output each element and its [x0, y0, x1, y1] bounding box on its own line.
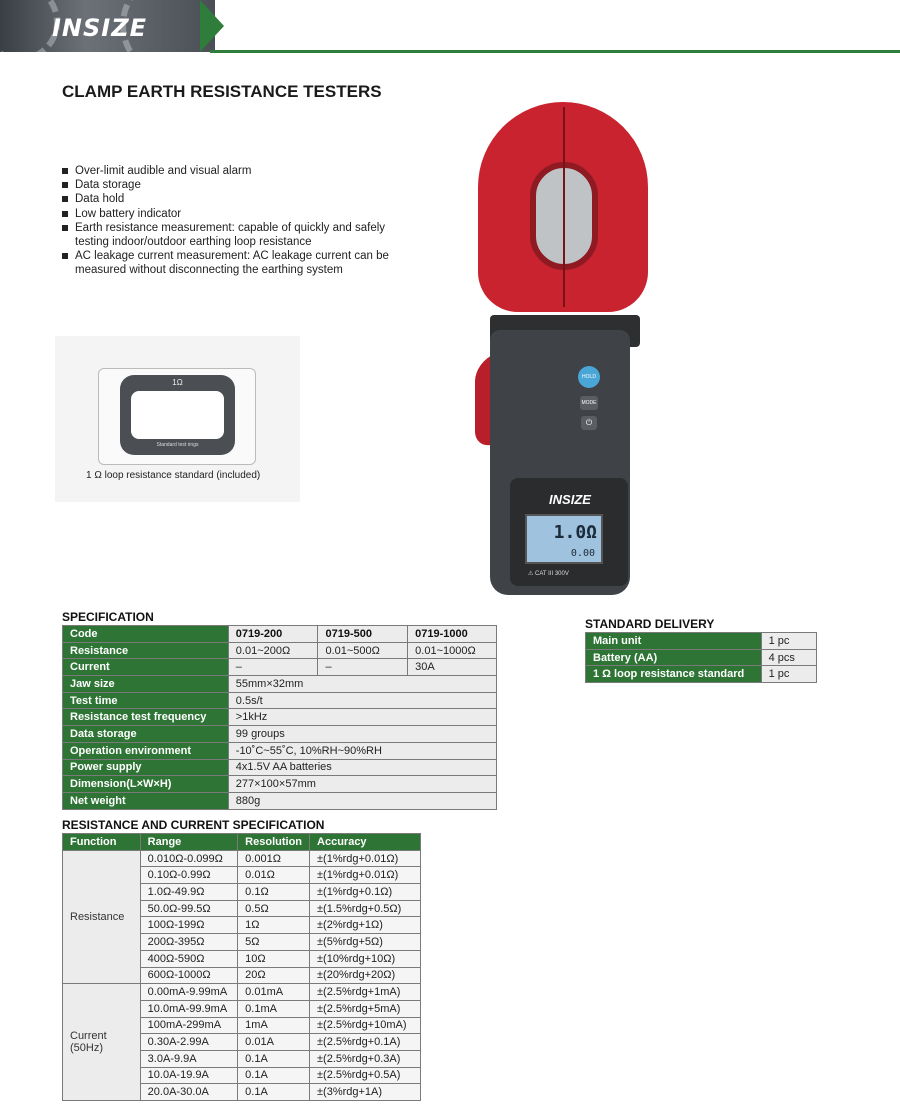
delivery-item: 1 Ω loop resistance standard: [586, 666, 762, 683]
delivery-qty: 1 pc: [761, 633, 816, 650]
spec-value: -10˚C~55˚C, 10%RH~90%RH: [228, 742, 496, 759]
rc-header-cell: Range: [140, 834, 238, 851]
spec-value: 880g: [228, 792, 496, 809]
header-arrow-shape: [200, 0, 224, 52]
spec-code: 0719-200: [228, 626, 318, 643]
spec-label: Net weight: [63, 792, 229, 809]
rc-header-cell: Accuracy: [310, 834, 421, 851]
table-row: [63, 692, 497, 709]
spec-value: 277×100×57mm: [228, 776, 496, 793]
rc-range-cell: 3.0A-9.9A: [140, 1050, 238, 1067]
test-ring-image: [98, 368, 256, 465]
table-row: [63, 834, 421, 851]
rc-accuracy-cell: ±(2%rdg+1Ω): [310, 917, 421, 934]
rc-accuracy-cell: ±(2.5%rdg+1mA): [310, 984, 421, 1001]
rc-range-cell: 0.010Ω-0.099Ω: [140, 850, 238, 867]
rc-range-cell: 1.0Ω-49.9Ω: [140, 884, 238, 901]
rc-resolution-cell: 5Ω: [238, 934, 310, 951]
cat-rating: ⚠ CAT III 300V: [528, 571, 569, 577]
spec-label: Operation environment: [63, 742, 229, 759]
table-row: [63, 642, 497, 659]
spec-label: Resistance test frequency: [63, 709, 229, 726]
table-row: [63, 759, 497, 776]
spec-value: 55mm×32mm: [228, 676, 496, 693]
table-row: [586, 649, 817, 666]
specification-title: SPECIFICATION: [62, 610, 154, 624]
spec-value: 0.01~200Ω: [228, 642, 318, 659]
rc-resolution-cell: 1mA: [238, 1017, 310, 1034]
rc-accuracy-cell: ±(2.5%rdg+10mA): [310, 1017, 421, 1034]
rc-range-cell: 600Ω-1000Ω: [140, 967, 238, 984]
rc-range-cell: 0.00mA-9.99mA: [140, 984, 238, 1001]
table-row: [63, 626, 497, 643]
rc-accuracy-cell: ±(1%rdg+0.1Ω): [310, 884, 421, 901]
clamp-tester-image: [470, 100, 660, 600]
rc-accuracy-cell: ±(2.5%rdg+5mA): [310, 1000, 421, 1017]
feature-item: Low battery indicator: [62, 207, 422, 221]
feature-item: Earth resistance measurement: capable of quickly and safely testing indoor/outdoor earthing loop resistance: [62, 221, 422, 249]
rc-resolution-cell: 10Ω: [238, 950, 310, 967]
rc-range-cell: 10.0mA-99.9mA: [140, 1000, 238, 1017]
spec-value: >1kHz: [228, 709, 496, 726]
test-ring-bottom-label: Standard test rings: [156, 442, 199, 448]
spec-value: 4x1.5V AA batteries: [228, 759, 496, 776]
feature-item: AC leakage current measurement: AC leakage current can be measured without disconnecting the earthing system: [62, 249, 422, 277]
rc-spec-table: [62, 833, 421, 1101]
power-button-image: ⏻: [581, 416, 597, 430]
rc-resolution-cell: 0.1A: [238, 1067, 310, 1084]
table-row: [63, 850, 421, 867]
lcd-display: [525, 514, 603, 564]
rc-accuracy-cell: ±(1%rdg+0.01Ω): [310, 850, 421, 867]
spec-value: 0.01~500Ω: [318, 642, 408, 659]
delivery-item: Main unit: [586, 633, 762, 650]
device-logo: INSIZE: [549, 492, 591, 507]
rc-header-cell: Function: [63, 834, 141, 851]
rc-range-cell: 50.0Ω-99.5Ω: [140, 900, 238, 917]
test-ring-top-label: 1Ω: [172, 378, 183, 387]
rc-resolution-cell: 0.1A: [238, 1050, 310, 1067]
rc-accuracy-cell: ±(20%rdg+20Ω): [310, 967, 421, 984]
page-header: [0, 0, 900, 56]
rc-function-cell: Resistance: [63, 850, 141, 984]
feature-item: Data storage: [62, 178, 422, 192]
spec-value: 0.01~1000Ω: [408, 642, 497, 659]
spec-label: Test time: [63, 692, 229, 709]
table-row: [63, 792, 497, 809]
rc-resolution-cell: 20Ω: [238, 967, 310, 984]
rc-resolution-cell: 0.1A: [238, 1084, 310, 1101]
lcd-main-reading: 1.0Ω: [553, 522, 597, 543]
rc-resolution-cell: 0.01mA: [238, 984, 310, 1001]
clamp-jaw: [478, 102, 648, 312]
spec-code: 0719-1000: [408, 626, 497, 643]
spec-label: Dimension(L×W×H): [63, 776, 229, 793]
rc-resolution-cell: 1Ω: [238, 917, 310, 934]
hold-button-image: HOLD: [578, 366, 600, 388]
table-row: [586, 666, 817, 683]
feature-item: Data hold: [62, 192, 422, 206]
rc-resolution-cell: 0.01Ω: [238, 867, 310, 884]
spec-value: –: [318, 659, 408, 676]
rc-accuracy-cell: ±(2.5%rdg+0.1A): [310, 1034, 421, 1051]
rc-range-cell: 10.0A-19.9A: [140, 1067, 238, 1084]
brand-logo: INSIZE: [52, 14, 148, 42]
rc-accuracy-cell: ±(10%rdg+10Ω): [310, 950, 421, 967]
rc-resolution-cell: 0.1Ω: [238, 884, 310, 901]
test-ring: [120, 375, 235, 455]
spec-value: –: [228, 659, 318, 676]
table-row: [63, 726, 497, 743]
rc-range-cell: 200Ω-395Ω: [140, 934, 238, 951]
spec-value: 30A: [408, 659, 497, 676]
delivery-item: Battery (AA): [586, 649, 762, 666]
standard-delivery-table: [585, 632, 817, 683]
table-row: [63, 676, 497, 693]
rc-resolution-cell: 0.5Ω: [238, 900, 310, 917]
rc-range-cell: 100Ω-199Ω: [140, 917, 238, 934]
rc-header-cell: Resolution: [238, 834, 310, 851]
standard-delivery-title: STANDARD DELIVERY: [585, 617, 715, 631]
rc-range-cell: 0.30A-2.99A: [140, 1034, 238, 1051]
spec-value: 99 groups: [228, 726, 496, 743]
specification-table: [62, 625, 497, 810]
page-title: CLAMP EARTH RESISTANCE TESTERS: [62, 82, 382, 101]
table-row: [63, 984, 421, 1001]
rc-accuracy-cell: ±(2.5%rdg+0.5A): [310, 1067, 421, 1084]
lcd-sub-reading: 0.00: [570, 548, 595, 559]
rc-range-cell: 100mA-299mA: [140, 1017, 238, 1034]
rc-accuracy-cell: ±(5%rdg+5Ω): [310, 934, 421, 951]
spec-label: Resistance: [63, 642, 229, 659]
rc-accuracy-cell: ±(1.5%rdg+0.5Ω): [310, 900, 421, 917]
rc-resolution-cell: 0.01A: [238, 1034, 310, 1051]
rc-accuracy-cell: ±(1%rdg+0.01Ω): [310, 867, 421, 884]
test-ring-caption: 1 Ω loop resistance standard (included): [86, 470, 261, 481]
spec-label: Jaw size: [63, 676, 229, 693]
mode-button-image: MODE: [580, 396, 598, 410]
spec-label: Code: [63, 626, 229, 643]
delivery-qty: 4 pcs: [761, 649, 816, 666]
spec-label: Data storage: [63, 726, 229, 743]
delivery-qty: 1 pc: [761, 666, 816, 683]
rc-accuracy-cell: ±(2.5%rdg+0.3A): [310, 1050, 421, 1067]
rc-resolution-cell: 0.001Ω: [238, 850, 310, 867]
header-rule: [210, 50, 900, 53]
spec-value: 0.5s/t: [228, 692, 496, 709]
spec-label: Power supply: [63, 759, 229, 776]
feature-list: [62, 164, 422, 278]
table-row: [63, 659, 497, 676]
rc-function-cell: Current (50Hz): [63, 984, 141, 1101]
feature-item: Over-limit audible and visual alarm: [62, 164, 422, 178]
rc-accuracy-cell: ±(3%rdg+1A): [310, 1084, 421, 1101]
table-row: [63, 742, 497, 759]
spec-code: 0719-500: [318, 626, 408, 643]
table-row: [586, 633, 817, 650]
rc-spec-title: RESISTANCE AND CURRENT SPECIFICATION: [62, 818, 325, 832]
rc-resolution-cell: 0.1mA: [238, 1000, 310, 1017]
table-row: [63, 709, 497, 726]
rc-range-cell: 400Ω-590Ω: [140, 950, 238, 967]
rc-range-cell: 20.0A-30.0A: [140, 1084, 238, 1101]
table-row: [63, 776, 497, 793]
rc-range-cell: 0.10Ω-0.99Ω: [140, 867, 238, 884]
spec-label: Current: [63, 659, 229, 676]
